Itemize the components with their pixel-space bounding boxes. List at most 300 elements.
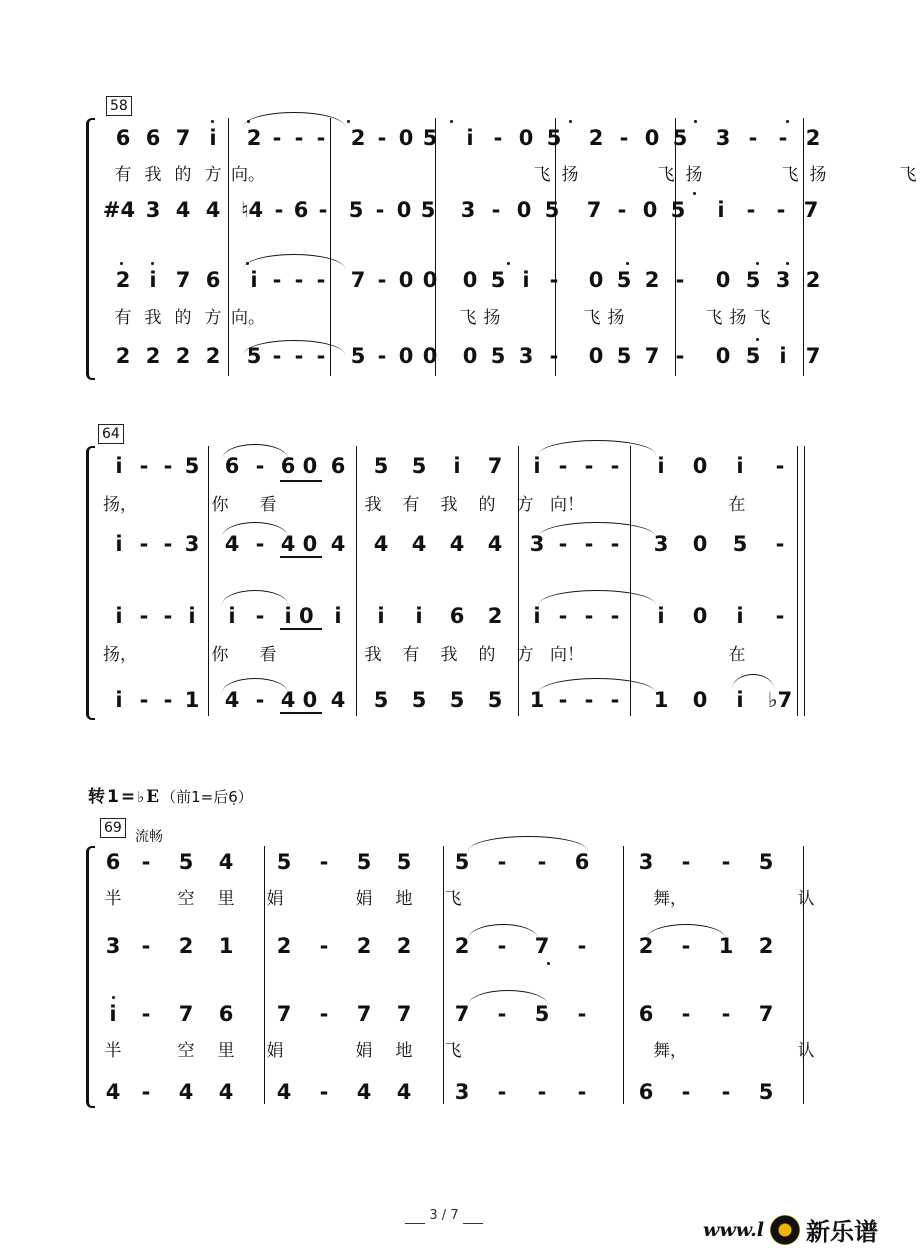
note: 7 xyxy=(175,126,191,150)
note: 0 xyxy=(462,344,478,368)
octave-dot xyxy=(211,120,214,123)
note: i xyxy=(736,688,744,712)
lyric-char: 有 xyxy=(114,165,132,185)
note: - xyxy=(675,268,685,292)
note: - xyxy=(549,268,559,292)
note: - xyxy=(675,344,685,368)
note: 2 xyxy=(805,126,821,150)
note: - xyxy=(141,934,151,958)
note: - xyxy=(497,934,507,958)
octave-dot xyxy=(347,120,350,123)
note: - xyxy=(294,344,304,368)
note: i xyxy=(415,604,423,628)
lyric-char: 我 xyxy=(440,495,458,515)
lyric-char: 有 xyxy=(402,495,420,515)
note: 2 xyxy=(205,344,221,368)
note: - xyxy=(610,532,620,556)
note: 0 xyxy=(642,198,658,222)
lyric-char: 向！ xyxy=(550,495,584,515)
key-change: 转 1 = ♭ E （前1=后6̣） xyxy=(88,787,253,807)
note: 1 xyxy=(184,688,200,712)
barline xyxy=(435,118,436,376)
note: 3 xyxy=(715,126,731,150)
note: 6 xyxy=(218,1002,234,1026)
measure-number: 69 xyxy=(100,818,126,838)
tenor-notes xyxy=(100,1002,786,1026)
note: 4 xyxy=(487,532,503,556)
note: 2 xyxy=(175,344,191,368)
note: - xyxy=(681,1080,691,1104)
note: i xyxy=(657,454,665,478)
note: - xyxy=(558,688,568,712)
note: - xyxy=(163,532,173,556)
note: i xyxy=(453,454,461,478)
note: 2 xyxy=(396,934,412,958)
note: i xyxy=(736,454,744,478)
note: 5 xyxy=(490,344,506,368)
note: 2 xyxy=(115,268,131,292)
note: 6 xyxy=(145,126,161,150)
soprano-notes xyxy=(106,454,810,478)
note: 1 xyxy=(529,688,545,712)
note: 6 0 xyxy=(280,454,318,478)
note: - xyxy=(139,532,149,556)
note: 5 xyxy=(758,1080,774,1104)
note: 0 xyxy=(518,126,534,150)
lyric-char: 空 xyxy=(177,1041,195,1061)
lyric-char: 在 xyxy=(728,495,746,515)
lyric-char: 娟 xyxy=(266,889,284,909)
bass-notes xyxy=(106,688,810,712)
note: 5 xyxy=(356,850,372,874)
note: ♮4 xyxy=(240,198,264,222)
note: 5 xyxy=(616,344,632,368)
note: 4 xyxy=(224,532,240,556)
note: 4 xyxy=(178,1080,194,1104)
tie-slur xyxy=(538,590,656,605)
tenor-notes xyxy=(108,268,838,292)
note: i xyxy=(779,344,787,368)
octave-dot xyxy=(786,120,789,123)
note: 1 xyxy=(718,934,734,958)
lyric-char: 舞， xyxy=(653,889,687,909)
note: 6 xyxy=(224,454,240,478)
note: - xyxy=(681,1002,691,1026)
note: i xyxy=(115,604,123,628)
note: 4 xyxy=(205,198,221,222)
note: 7 xyxy=(396,1002,412,1026)
note: 2 xyxy=(350,126,366,150)
octave-dot xyxy=(151,262,154,265)
note: 5 xyxy=(350,344,366,368)
barline xyxy=(208,446,209,716)
barline xyxy=(555,118,556,376)
note: 2 xyxy=(644,268,660,292)
octave-dot xyxy=(694,120,697,123)
note: 0 xyxy=(398,268,414,292)
eighth-underline xyxy=(280,480,322,482)
note: 4 xyxy=(105,1080,121,1104)
note: - xyxy=(537,1080,547,1104)
lyric-char: 舞， xyxy=(653,1041,687,1061)
note: - xyxy=(778,126,788,150)
note: 7 xyxy=(487,454,503,478)
note: 0 xyxy=(715,268,731,292)
octave-dot xyxy=(626,262,629,265)
note: - xyxy=(610,688,620,712)
note: - xyxy=(584,688,594,712)
octave-dot xyxy=(756,262,759,265)
note: - xyxy=(537,850,547,874)
lyric-char: 向。 xyxy=(231,308,265,328)
lyric-char: 娟 xyxy=(266,1041,284,1061)
tie-slur xyxy=(732,674,774,689)
lyric-char: 飞 xyxy=(753,308,771,328)
staff-brace xyxy=(86,118,95,380)
note: 5 xyxy=(276,850,292,874)
note: 5 xyxy=(758,850,774,874)
note: 6 xyxy=(105,850,121,874)
note: 0 xyxy=(462,268,478,292)
note: - xyxy=(558,454,568,478)
barline xyxy=(330,118,331,376)
note: i xyxy=(115,454,123,478)
lyric-char: 方 xyxy=(204,308,222,328)
lyric-char: 你 xyxy=(211,645,229,665)
note: i xyxy=(115,688,123,712)
lyric-char: 里 xyxy=(217,1041,235,1061)
note: - xyxy=(775,604,785,628)
note: 7 xyxy=(586,198,602,222)
note: #4 xyxy=(102,198,136,222)
octave-dot xyxy=(756,338,759,341)
lyric-char: 飞 xyxy=(533,165,551,185)
note: - xyxy=(377,344,387,368)
note: 5 xyxy=(184,454,200,478)
lyric-char: 方 xyxy=(516,495,534,515)
lyric-char: 向。 xyxy=(231,165,265,185)
note: 5 xyxy=(449,688,465,712)
note: i xyxy=(657,604,665,628)
alto-notes xyxy=(106,532,810,556)
lyric-char: 扬 xyxy=(809,165,827,185)
note: - xyxy=(748,126,758,150)
lyric-char: 向！ xyxy=(550,645,584,665)
watermark xyxy=(703,1212,878,1247)
note: 1 xyxy=(218,934,234,958)
lyric-char: 飞 xyxy=(899,165,917,185)
lyrics-lower xyxy=(108,303,774,328)
note: 7 xyxy=(356,1002,372,1026)
lyric-char: 空 xyxy=(177,889,195,909)
note: 0 xyxy=(692,532,708,556)
note: 7 xyxy=(803,198,819,222)
note: 5 xyxy=(745,344,761,368)
note: - xyxy=(549,344,559,368)
note: - xyxy=(776,198,786,222)
note: - xyxy=(497,1080,507,1104)
note: 3 xyxy=(529,532,545,556)
note: - xyxy=(141,1002,151,1026)
note: 2 xyxy=(638,934,654,958)
lyric-char: 飞 xyxy=(705,308,723,328)
lyric-char: 娟 xyxy=(355,1041,373,1061)
vinyl-record-icon xyxy=(770,1215,800,1245)
note: 5 xyxy=(745,268,761,292)
note: - xyxy=(681,850,691,874)
alto-notes xyxy=(100,934,786,958)
note: 5 xyxy=(373,688,389,712)
lyric-char: 地 xyxy=(395,889,413,909)
note: - xyxy=(577,1002,587,1026)
note: 4 xyxy=(218,1080,234,1104)
tie-slur xyxy=(243,112,345,127)
barline xyxy=(630,446,631,716)
measure-number: 58 xyxy=(106,96,132,116)
lyric-char: 扬 xyxy=(685,165,703,185)
lyric-char: 扬 xyxy=(561,165,579,185)
bass-notes xyxy=(108,344,838,368)
note: i 0 xyxy=(284,604,314,628)
lyric-char: 娟 xyxy=(355,889,373,909)
lyric-char: 方 xyxy=(516,645,534,665)
lyric-char: 扬 xyxy=(483,308,501,328)
note: 6 xyxy=(330,454,346,478)
soprano-notes xyxy=(108,126,838,150)
note: 7 xyxy=(534,934,550,958)
note: i xyxy=(717,198,725,222)
note: - xyxy=(141,850,151,874)
note: 4 xyxy=(373,532,389,556)
note: - xyxy=(493,126,503,150)
lyric-char: 你 xyxy=(211,495,229,515)
lyric-char: 的 xyxy=(478,645,496,665)
tie-slur xyxy=(222,590,288,605)
note: - xyxy=(775,532,785,556)
octave-dot xyxy=(246,262,249,265)
watermark-url: www.l xyxy=(703,1218,764,1241)
note: i xyxy=(188,604,196,628)
note: 5 xyxy=(672,126,688,150)
lyric-char: 有 xyxy=(402,645,420,665)
octave-dot xyxy=(693,192,696,195)
note: i xyxy=(228,604,236,628)
note: 7 xyxy=(175,268,191,292)
note: 5 xyxy=(546,126,562,150)
note: - xyxy=(316,344,326,368)
note: - xyxy=(617,198,627,222)
lyric-char: 在 xyxy=(728,645,746,665)
note: 5 xyxy=(246,344,262,368)
octave-dot xyxy=(450,120,453,123)
note: i xyxy=(115,532,123,556)
note: 4 xyxy=(218,850,234,874)
lyrics-upper xyxy=(100,884,826,909)
eighth-underline xyxy=(280,556,322,558)
lyric-char: 扬 xyxy=(607,308,625,328)
tempo-marking: 流畅 xyxy=(135,829,163,845)
note: - xyxy=(319,850,329,874)
note: - xyxy=(491,198,501,222)
note: 4 xyxy=(411,532,427,556)
note: - xyxy=(319,934,329,958)
note: 2 xyxy=(246,126,262,150)
barline xyxy=(518,446,519,716)
note: 0 xyxy=(422,344,438,368)
lyric-char: 地 xyxy=(395,1041,413,1061)
note: ♭7 xyxy=(767,688,793,712)
lyric-char: 认 xyxy=(797,1041,815,1061)
note: - xyxy=(255,454,265,478)
note: - xyxy=(139,604,149,628)
lyric-char: 我 xyxy=(364,645,382,665)
note: i xyxy=(533,454,541,478)
note: 5 xyxy=(732,532,748,556)
octave-dot xyxy=(112,996,115,999)
lyric-char: 的 xyxy=(174,308,192,328)
note: - xyxy=(721,850,731,874)
octave-dot xyxy=(569,120,572,123)
note: i xyxy=(250,268,258,292)
note: - xyxy=(316,268,326,292)
note: - xyxy=(141,1080,151,1104)
tie-slur xyxy=(538,440,656,455)
note: - xyxy=(558,532,568,556)
note: 7 xyxy=(178,1002,194,1026)
note: 2 xyxy=(276,934,292,958)
note: 3 xyxy=(454,1080,470,1104)
note: i xyxy=(736,604,744,628)
note: 7 xyxy=(276,1002,292,1026)
note: 0 xyxy=(398,344,414,368)
note: 0 xyxy=(644,126,660,150)
lyric-char: 我 xyxy=(144,165,162,185)
note: - xyxy=(746,198,756,222)
page-number: 3 / 7 xyxy=(0,1208,888,1223)
note: 7 xyxy=(758,1002,774,1026)
note: - xyxy=(316,126,326,150)
note: 6 xyxy=(293,198,309,222)
note: - xyxy=(681,934,691,958)
note: 7 xyxy=(350,268,366,292)
note: 4 0 xyxy=(280,532,318,556)
note: - xyxy=(319,1002,329,1026)
note: - xyxy=(163,604,173,628)
lyrics-upper xyxy=(100,490,752,515)
note: 5 xyxy=(544,198,560,222)
alto-notes xyxy=(100,198,836,222)
tie-slur xyxy=(468,836,588,851)
note: 5 xyxy=(411,688,427,712)
note: 5 xyxy=(373,454,389,478)
note: - xyxy=(721,1080,731,1104)
note: 2 xyxy=(588,126,604,150)
note: - xyxy=(584,604,594,628)
lyric-char: 我 xyxy=(144,308,162,328)
note: i xyxy=(466,126,474,150)
note: 7 xyxy=(454,1002,470,1026)
lyric-char: 我 xyxy=(364,495,382,515)
note: 4 xyxy=(330,532,346,556)
note: i xyxy=(209,126,217,150)
lyrics-lower xyxy=(100,1036,826,1061)
octave-dot xyxy=(507,262,510,265)
staff-brace xyxy=(86,846,95,1108)
lyric-char: 看 xyxy=(259,645,277,665)
note: 0 xyxy=(715,344,731,368)
lyric-char: 半 xyxy=(104,889,122,909)
lyric-char: 有 xyxy=(114,308,132,328)
note: 5 xyxy=(178,850,194,874)
double-barline xyxy=(797,446,805,716)
note: 4 xyxy=(224,688,240,712)
note: - xyxy=(610,454,620,478)
note: 6 xyxy=(638,1002,654,1026)
note: 6 xyxy=(115,126,131,150)
eighth-underline xyxy=(280,628,322,630)
note: 3 xyxy=(145,198,161,222)
note: - xyxy=(377,126,387,150)
note: - xyxy=(255,604,265,628)
eighth-underline xyxy=(280,712,322,714)
note: - xyxy=(558,604,568,628)
note: 0 xyxy=(398,126,414,150)
bass-notes xyxy=(100,1080,786,1104)
note: 4 xyxy=(449,532,465,556)
note: - xyxy=(619,126,629,150)
note: - xyxy=(294,126,304,150)
note: 4 xyxy=(356,1080,372,1104)
note: - xyxy=(255,532,265,556)
barline xyxy=(228,118,229,376)
lyric-char: 飞 xyxy=(583,308,601,328)
note: - xyxy=(255,688,265,712)
note: 2 xyxy=(758,934,774,958)
note: 2 xyxy=(454,934,470,958)
note: 6 xyxy=(205,268,221,292)
barline xyxy=(803,118,804,376)
lyric-char: 飞 xyxy=(657,165,675,185)
note: 0 xyxy=(516,198,532,222)
lyric-char: 认 xyxy=(797,889,815,909)
note: - xyxy=(272,268,282,292)
note: - xyxy=(610,604,620,628)
note: - xyxy=(584,454,594,478)
lyric-char: 的 xyxy=(478,495,496,515)
note: - xyxy=(497,1002,507,1026)
note: 5 xyxy=(396,850,412,874)
note: 6 xyxy=(574,850,590,874)
note: 3 xyxy=(184,532,200,556)
lyric-char: 里 xyxy=(217,889,235,909)
note: 2 xyxy=(356,934,372,958)
note: 0 xyxy=(588,344,604,368)
watermark-name: 新乐谱 xyxy=(806,1218,878,1246)
lyric-char: 方 xyxy=(204,165,222,185)
barline xyxy=(675,118,676,376)
lyric-char: 飞 xyxy=(444,889,462,909)
note: - xyxy=(318,198,328,222)
note: 0 xyxy=(692,604,708,628)
note: 4 xyxy=(330,688,346,712)
note: 3 xyxy=(460,198,476,222)
note: 4 xyxy=(175,198,191,222)
note: - xyxy=(294,268,304,292)
soprano-notes xyxy=(100,850,786,874)
note: 4 xyxy=(276,1080,292,1104)
note: 5 xyxy=(411,454,427,478)
note: 5 xyxy=(534,1002,550,1026)
